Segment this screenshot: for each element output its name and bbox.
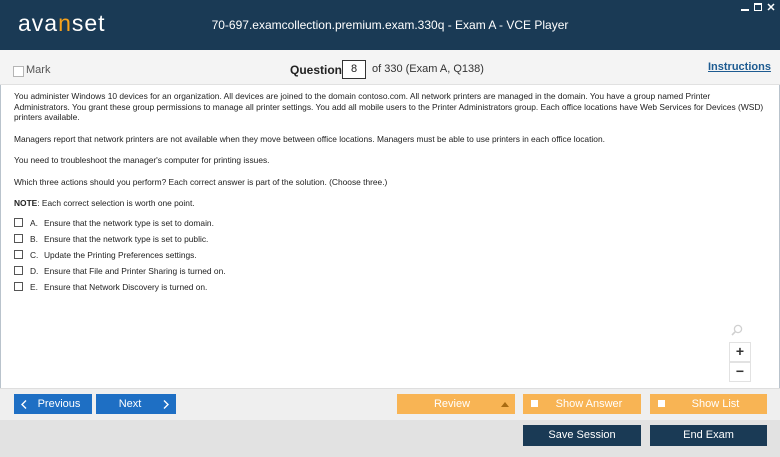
question-label: Question [290,63,343,77]
question-note: NOTE: Each correct selection is worth one point. [14,198,195,208]
save-session-button[interactable]: Save Session [523,425,641,446]
previous-button[interactable]: Previous [14,394,92,414]
answer-option-c[interactable]: C. Update the Printing Preferences settings. [14,249,766,265]
answer-options [14,217,766,297]
app-logo: avanset [18,10,106,36]
mark-checkbox[interactable] [13,66,24,77]
question-paragraph: You need to troubleshoot the manager's computer for printing issues. [14,155,270,165]
question-paragraph: You administer Windows 10 devices for an organization. All devices are joined to the domain contoso.com. All network printers are managed in the domain. You have a group named Printer Administrators. You grant these group permissions to manage all printer settings. You add all mobile users to the Printer Administrators group. Each office locations have Web Services for Devices (WSD) printers available. [14,91,764,122]
answer-checkbox[interactable] [14,234,23,243]
question-body [14,91,766,297]
question-count: of 330 (Exam A, Q138) [372,63,484,75]
review-button[interactable]: Review [397,394,515,414]
caret-up-icon [501,402,509,407]
zoom-out-button[interactable]: − [729,362,751,382]
show-answer-checkbox[interactable] [531,400,538,407]
show-list-checkbox[interactable] [658,400,665,407]
chevron-right-icon [163,400,169,409]
chevron-left-icon [21,400,27,409]
zoom-in-button[interactable]: + [729,342,751,362]
answer-checkbox[interactable] [14,282,23,291]
next-button[interactable]: Next [96,394,176,414]
question-paragraph: Which three actions should you perform? Each correct answer is part of the solution. (Choose three.) [14,176,388,187]
answer-checkbox[interactable] [14,266,23,275]
instructions-link[interactable]: Instructions [708,61,771,73]
answer-option-d[interactable]: D. Ensure that File and Printer Sharing is turned on. [14,265,766,281]
answer-option-a[interactable]: A. Ensure that the network type is set to domain. [14,217,766,233]
answer-option-e[interactable]: E. Ensure that Network Discovery is turned on. [14,281,766,297]
maximize-icon[interactable] [754,3,762,14]
answer-checkbox[interactable] [14,250,23,259]
question-number-input[interactable]: 8 [342,60,366,79]
minimize-icon[interactable] [741,3,749,14]
mark-label[interactable]: Mark [26,64,51,76]
end-exam-button[interactable]: End Exam [650,425,767,446]
title-bar [0,0,780,50]
close-icon[interactable] [767,3,775,14]
question-paragraph: Managers report that network printers are not available when they move between office locations. Managers must be able to use printers in each office location. [14,133,605,144]
answer-checkbox[interactable] [14,218,23,227]
show-answer-button[interactable]: Show Answer [523,394,641,414]
answer-option-b[interactable]: B. Ensure that the network type is set to public. [14,233,766,249]
window-title: 70-697.examcollection.premium.exam.330q - Exam A - VCE Player [211,18,569,32]
show-list-button[interactable]: Show List [650,394,767,414]
magnifier-icon [731,323,741,333]
